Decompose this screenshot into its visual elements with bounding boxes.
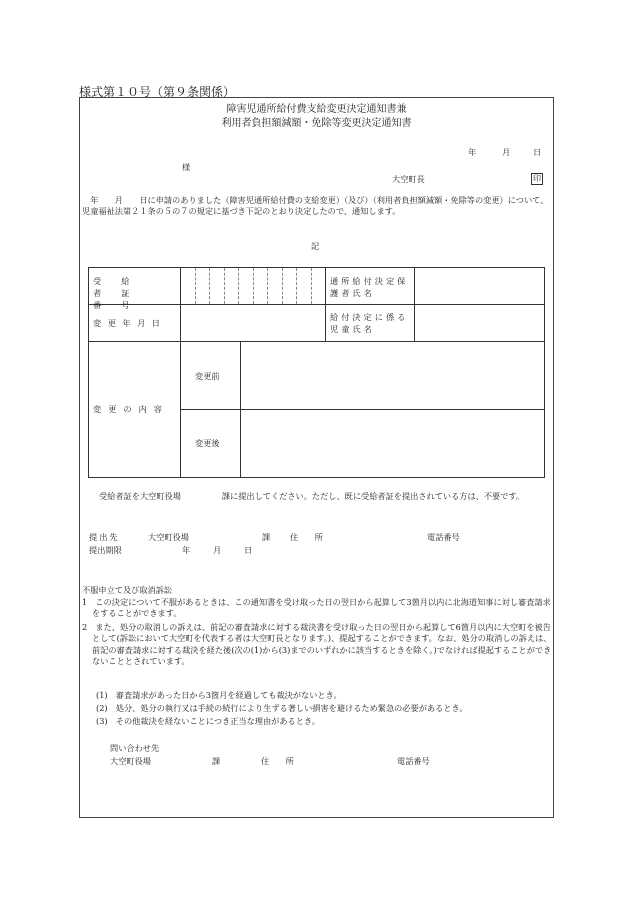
digit-divider <box>209 268 210 304</box>
submit-deadline-label: 提出期限 <box>89 545 122 555</box>
intro-paragraph: 年 月 日に申請のありました（障害児通所給付費の支給変更）（及び）（利用者負担額減額・免除等の変更）について、児童福祉法第２１条の５の７の規定に基づき下記のとおり決定したので、通知します。 <box>82 195 549 217</box>
issuer-name: 大空町長 <box>392 174 425 184</box>
form-number-label: 様式第１０号（第９条関係） <box>79 85 236 99</box>
guardian-name-label: 通所給付決定保護者氏名 <box>330 276 409 298</box>
title-line-2: 利用者負担額減額・免除等変更決定通知書 <box>221 118 412 129</box>
submit-dest-label: 提出先 <box>89 532 120 542</box>
table-col-divider-1 <box>180 267 181 478</box>
appeal-item-1: 1 この決定について不服があるときは、この通知書を受け取った日の翌日から起算して3箇月以内に北海道知事に対し審査請求をすることができます。 <box>82 597 551 619</box>
appeal-sub-2: (2) 処分、処分の執行又は手続の続行により生ずる著しい損害を避けるため緊急の必要があるとき。 <box>96 703 468 713</box>
appeal-sub-3: (3) その他裁決を経ないことにつき正当な理由があるとき。 <box>96 716 320 726</box>
date-day: 日 <box>533 147 542 157</box>
change-date-label: 変更年月日 <box>93 318 167 328</box>
change-content-label: 変更の内容 <box>93 404 169 414</box>
date-year: 年 <box>468 147 477 157</box>
submit-ka: 課 <box>262 532 271 542</box>
contact-label: 問い合わせ先 <box>110 743 160 753</box>
child-name-label: 給付決定に係る児童氏名 <box>330 312 409 334</box>
digit-divider <box>253 268 254 304</box>
table-row-divider-2 <box>88 341 545 342</box>
digit-divider <box>224 268 225 304</box>
after-change-label: 変更後 <box>195 438 220 448</box>
before-change-label: 変更前 <box>195 371 220 381</box>
date-month: 月 <box>502 147 511 157</box>
deadline-year: 年 <box>182 545 191 555</box>
table-col-divider-3 <box>414 267 415 341</box>
digit-divider <box>238 268 239 304</box>
seal-mark: 印 <box>533 174 541 183</box>
title-line-1: 障害児通所給付費支給変更決定通知書兼 <box>226 104 407 115</box>
table-col-divider-2 <box>325 267 326 341</box>
contact-address-label: 住 所 <box>261 756 294 766</box>
table-row-divider-3 <box>180 409 545 410</box>
digit-divider <box>195 268 196 304</box>
deadline-day: 日 <box>244 545 253 555</box>
contact-phone-label: 電話番号 <box>397 756 430 766</box>
submit-address-label: 住 所 <box>290 532 323 542</box>
digit-divider <box>311 268 312 304</box>
recipient-number-label: 受給者証番号 <box>93 276 150 310</box>
appeal-heading: 不服申立て及び取消訴訟 <box>82 585 173 595</box>
appeal-sub-1: (1) 審査請求があった日から3箇月を経過しても裁決がないとき。 <box>96 690 342 700</box>
digit-divider <box>296 268 297 304</box>
digit-divider <box>282 268 283 304</box>
contact-office: 大空町役場 <box>110 756 151 766</box>
appeal-item-2: 2 また、処分の取消しの訴えは、前記の審査請求に対する裁決書を受け取った日の翌日から起算して6箇月以内に大空町を被告として(訴訟において大空町を代表する者は大空町長となります。)、提起することができます。なお、処分の取消しの訴えは、前記の審査請求に対する裁決を経た後(次の(1)から(3)までのいずれかに該当するときを除く。)でなければ提起することができないこととされています。 <box>82 622 552 666</box>
submit-note: 受給者証を大空町役場 課に提出してください。ただし、既に受給者証を提出されている方は、不要です。 <box>99 491 525 501</box>
ki-heading: 記 <box>311 241 320 251</box>
submit-phone-label: 電話番号 <box>427 532 460 542</box>
addressee-suffix: 様 <box>182 162 191 172</box>
submit-office: 大空町役場 <box>148 532 189 542</box>
contact-ka: 課 <box>212 756 221 766</box>
digit-divider <box>267 268 268 304</box>
deadline-month: 月 <box>213 545 222 555</box>
